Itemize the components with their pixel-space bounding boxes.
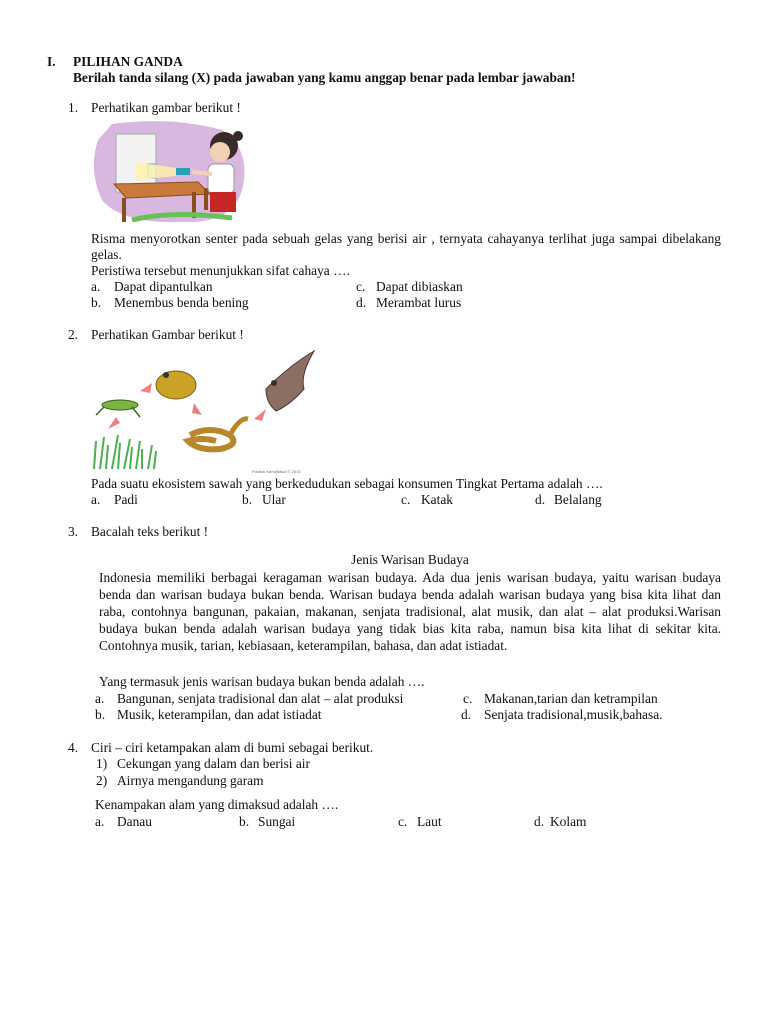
- q1-option-b: Menembus benda bening: [114, 295, 249, 310]
- q3-option-b: Musik, keterampilan, dan adat istiadat: [117, 707, 322, 722]
- q1-prompt: Perhatikan gambar berikut !: [91, 100, 241, 115]
- q3-option-a-letter: a.: [95, 691, 105, 706]
- q2-image-caption: Pusbuk Kemdikbud © 2013: [252, 469, 301, 474]
- q3-prompt: Bacalah teks berikut !: [91, 524, 209, 539]
- q4-option-a: Danau: [117, 814, 152, 829]
- section-number: I.: [47, 54, 56, 69]
- q4-option-b: Sungai: [258, 814, 296, 829]
- q3-option-d: Senjata tradisional,musik,bahasa.: [484, 707, 663, 722]
- q1-option-c-letter: c.: [356, 279, 366, 294]
- q3-option-c: Makanan,tarian dan ketrampilan: [484, 691, 658, 706]
- q1-option-c: Dapat dibiaskan: [376, 279, 463, 294]
- q2-food-chain-illustration: [90, 345, 318, 475]
- q1-number: 1.: [68, 100, 79, 115]
- q1-option-b-letter: b.: [91, 295, 102, 310]
- q4-item-2: Airnya mengandung garam: [117, 773, 264, 788]
- q3-option-a: Bangunan, senjata tradisional dan alat – alat produksi: [117, 691, 404, 706]
- q2-prompt: Perhatikan Gambar berikut !: [91, 327, 244, 342]
- q3-option-c-letter: c.: [463, 691, 473, 706]
- q3-option-b-letter: b.: [95, 707, 106, 722]
- q4-option-b-letter: b.: [239, 814, 250, 829]
- section-title: PILIHAN GANDA: [73, 54, 183, 69]
- q2-option-c-letter: c.: [401, 492, 411, 507]
- q4-question: Kenampakan alam yang dimaksud adalah ….: [95, 797, 339, 812]
- q2-option-a: Padi: [114, 492, 138, 507]
- q2-text: Pada suatu ekosistem sawah yang berkedudukan sebagai konsumen Tingkat Pertama adalah ….: [91, 476, 603, 491]
- q3-number: 3.: [68, 524, 79, 539]
- q4-option-d: Kolam: [550, 814, 587, 829]
- q2-option-a-letter: a.: [91, 492, 101, 507]
- q4-item-2-number: 2): [96, 773, 108, 788]
- q1-option-a-letter: a.: [91, 279, 101, 294]
- q4-option-a-letter: a.: [95, 814, 105, 829]
- q1-flashlight-illustration: [92, 120, 250, 224]
- q4-item-1: Cekungan yang dalam dan berisi air: [117, 756, 310, 771]
- q4-prompt: Ciri – ciri ketampakan alam di bumi sebagai berikut.: [91, 740, 374, 755]
- q4-option-c-letter: c.: [398, 814, 408, 829]
- q2-option-d-letter: d.: [535, 492, 546, 507]
- q2-option-b: Ular: [262, 492, 286, 507]
- q4-number: 4.: [68, 740, 79, 755]
- q1-option-d: Merambat lurus: [376, 295, 462, 310]
- q2-number: 2.: [68, 327, 79, 342]
- section-instruction: Berilah tanda silang (X) pada jawaban yang kamu anggap benar pada lembar jawaban!: [73, 70, 576, 85]
- q2-option-b-letter: b.: [242, 492, 253, 507]
- q4-option-c: Laut: [417, 814, 442, 829]
- q3-text-title: Jenis Warisan Budaya: [351, 552, 469, 567]
- q1-option-a: Dapat dipantulkan: [114, 279, 213, 294]
- q3-option-d-letter: d.: [461, 707, 472, 722]
- q2-option-c: Katak: [421, 492, 453, 507]
- q1-option-d-letter: d.: [356, 295, 367, 310]
- q4-option-d-letter: d.: [534, 814, 545, 829]
- q1-text-2: Peristiwa tersebut menunjukkan sifat cahaya ….: [91, 263, 350, 278]
- q1-text-1: Risma menyorotkan senter pada sebuah gelas yang berisi air , ternyata cahayanya terlihat juga sampai dibelakang gelas.: [91, 231, 721, 262]
- q3-question: Yang termasuk jenis warisan budaya bukan benda adalah ….: [99, 674, 425, 689]
- q4-item-1-number: 1): [96, 756, 108, 771]
- q2-option-d: Belalang: [554, 492, 602, 507]
- q3-paragraph: Indonesia memiliki berbagai keragaman warisan budaya. Ada dua jenis warisan budaya, yaitu warisan budaya benda dan warisan budaya bukan benda. Warisan budaya benda adalah warisan budaya yang bisa kita lihat dan raba, contohnya bangunan, pakaian, makanan, senjata tradisional, alat musik, dan alat – alat produksi.Warisan budaya bukan benda adalah warisan budaya yang tidak bias kita raba, namun bisa kita lihat di sekitar kita. Contohnya musik, tarian, kebiasaan, keterampilan, bahasa, dan adat istiadat.: [99, 570, 721, 653]
